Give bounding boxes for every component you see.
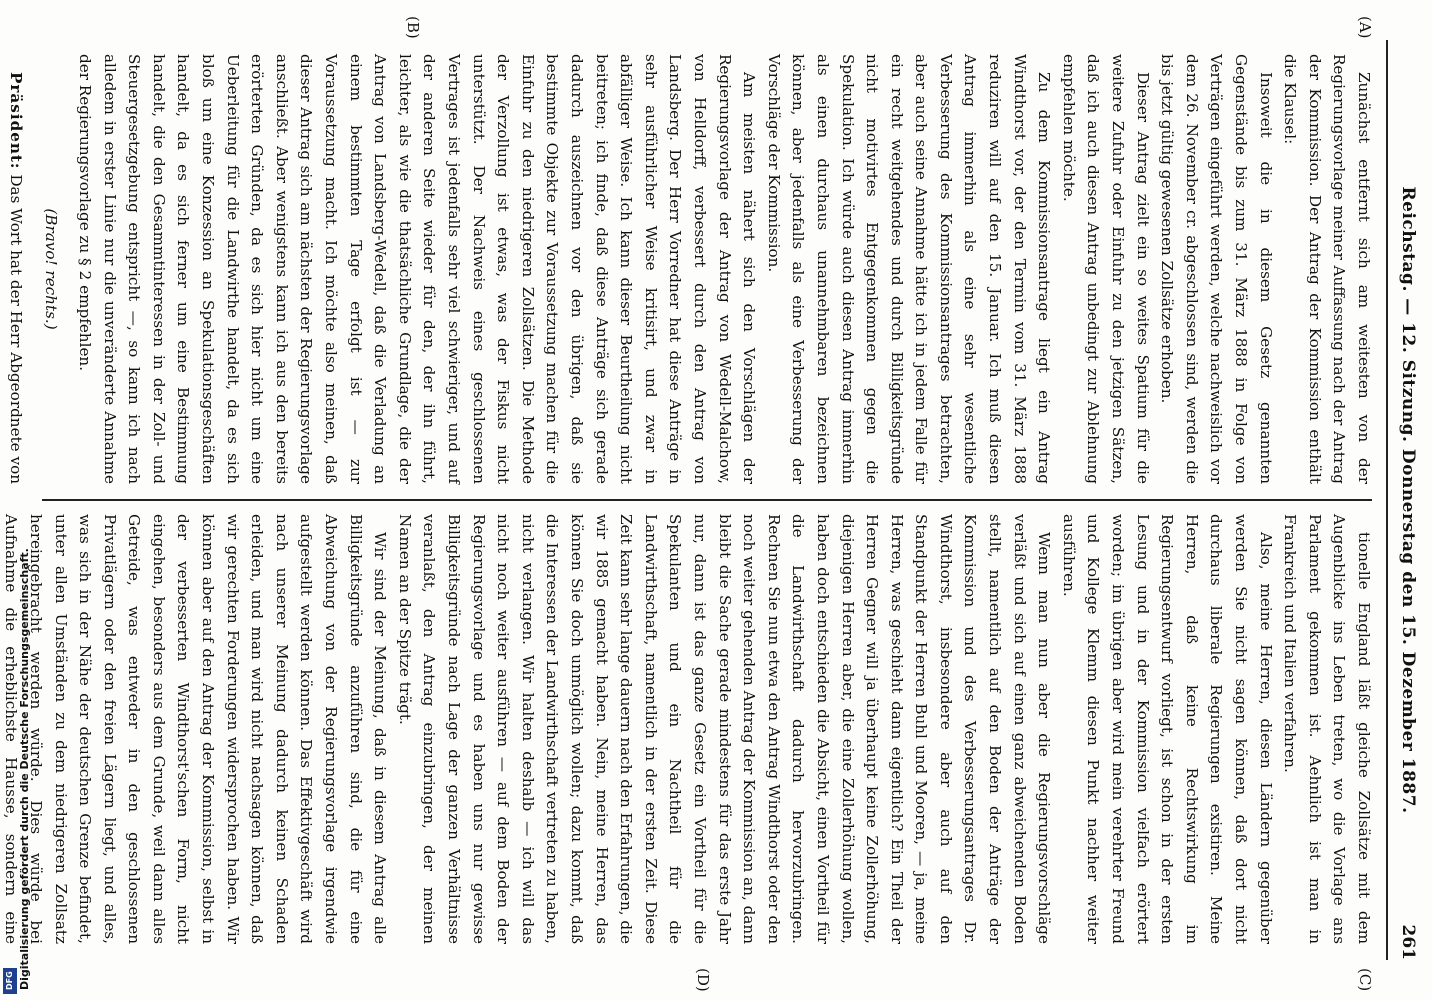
paragraph-quote: Insoweit die in diesem Gesetz genannten Gegenstände bis zum 31. März 1888 in Folge von Verträgen eingeführt werden, welche nachweislich vor dem 26. November cr. abgeschlossen sind, werden die bis jetzt gültig gewesenen Zollsätze erhoben. [1158, 54, 1275, 484]
column-divider [42, 499, 1372, 501]
paragraph: Am meisten nähert sich den Vorschlägen der Regierungsvorlage der Antrag von Wedell-Malchow, von Helldorff, verbessert durch den Antrag von Landsberg. Der Herr Vorredner hat diese Anträge in sehr ausführlicher Weise kritisirt, und zwar in abfälliger Weise. Ich kann dieser Beurtheilung nicht beitreten; ich finde, daß diese Anträge sich gerade dadurch auszeichnen vor den übrigen, daß sie bestimmte Objekte zur Voraussetzung machen für die Einfuhr zu den niedrigeren Zollsätzen. Die Methode der Verzollung ist etwas, was der Fiskus nicht unterstützt. Der Nachweis eines geschlossenen Vertrages ist jedenfalls sehr viel schwieriger, und auf der anderen Seite wieder für den, der ihn führt, leichter, als wie die thatsächliche Grundlage, die der Antrag von Landsberg-Wedell, daß die Verladung an einem bestimmten Tage erfolgt ist — zur Voraussetzung macht. Ich möchte also meinen, daß dieser Antrag sich am nächsten der Regierungsvorlage anschließt. Aber wenigstens kann ich aus den bereits erörterten Gründen, da es sich hier nicht um eine Ueberleitung für die Landwirthe handelt, da es sich bloß um eine Konzession an Spekulationsgeschäften handelt, da es sich ferner um eine Bestimmung handelt, die den Gesammtinteressen in der Zoll- und Steuergesetzgebung entspricht —, so kann ich nach alledem in erster Linie nur die unveränderte Annahme der Regierungsvorlage zu § 2 empfehlen. [76, 54, 759, 484]
applause-note: (Bravo! rechts.) [41, 208, 60, 330]
margin-mark-c: (C) [1356, 968, 1374, 992]
paragraph: Wir sind der Meinung, daß in diesem Antrag alle Billigkeitsgründe anzuführen sind, die für eine Abweichung von der Regierungsvorlage irgendwie aufgestellt werden können. Das Effektivgeschäft wird nach unserer Meinung dadurch keinen Schaden erleiden, und man wird nicht nachsagen können, daß wir gerechten Forderungen widersprochen haben. Wir können aber auf den Antrag der Kommission, selbst in der verbesserten Windthorst'schen Form, nicht eingehen, besonders aus dem Grunde, weil dann alles Getreide, was entweder in den geschlossenen Privatlägern oder den freien Lägern liegt, und alles, was sich in der Nähe der deutschen Grenze befindet, unter allen Umständen zu dem niedrigeren Zollsatz hereingebracht werden würde. Dies würde bei Aufnahme die erheblichste Hausse, sondern eine [2, 514, 390, 944]
margin-mark-b: (B) [404, 16, 422, 39]
page-header [1388, 40, 1418, 960]
header-rule [1386, 40, 1388, 960]
credit-text: Digitalisierung gefördert durch die Deutsche Forschungsgemeinschaft. [18, 548, 31, 990]
page-title: Reichstag. — 12. Sitzung. Donnerstag den 15. Dezember 1887. [1398, 186, 1418, 814]
paragraph: Dieser Antrag zielt ein so weites Spatium für die weitere Zufuhr oder Einfuhr zu den jetzigen Sätzen, daß ich auch diesen Antrag unbedingt zur Ablehnung empfehlen möchte. [1059, 54, 1152, 484]
president-text: Das Wort hat der Herr Abgeordnete von [6, 174, 25, 484]
digitization-credit [2, 0, 31, 1000]
dfg-logo-badge: DFG [3, 968, 17, 994]
margin-mark-d: (D) [694, 968, 712, 992]
paragraph: Also, meine Herren, diesen Ländern gegenüber werden Sie nicht sagen können, daß dort nicht durchaus liberale Regierungen existiren. Meine Herren, daß keine Rechtswirkung im Regierungsentwurf vorliegt, ist schon in der ersten Lesung und in der Kommission vielfach erörtert worden; im übrigen aber wird mein verehrter Freund und Kollege Klemm diesen Punkt nachher weiter ausführen. [1059, 514, 1275, 944]
margin-mark-a: (A) [1356, 16, 1374, 39]
paragraph: Zunächst entfernt sich am weitesten von der Regierungsvorlage meiner Auffassung nach der Antrag der Kommission. Der Antrag der Kommission enthält die Klausel: [1281, 54, 1373, 484]
paragraph: Wenn man nun aber die Regierungsvorschläge verläßt und sich auf einen ganz abweichenden Boden stellt, namentlich auf den Boden der Anträge der Kommission und des Verbesserungsantrages Dr. Windthorst, insbesondere aber auch auf den Standpunkt der Herren Buhl und Mooren, — ja, meine Herren, was geschieht dann eigentlich? Ein Theil der Herren Gegner will ja überhaupt keine Zollerhöhung, diejenigen Herren aber, die eine Zollerhöhung wollen, haben doch entschieden die Absicht, einen Vortheil für die Landwirthschaft dadurch hervorzubringen. Rechnen Sie nun etwa den Antrag Windthorst oder den noch weiter gehenden Antrag der Kommission an, dann bleibt die Sache gerade mindestens für das erste Jahr nur, dann ist das ganze Gesetz ein Vortheil für die Spekulanten und ein Nachtheil für die Landwirthschaft, namentlich in der ersten Zeit. Diese Zeit kann sehr lange dauern nach den Erfahrungen, die wir 1885 gemacht haben. Nein, meine Herren, das können Sie doch unmöglich wollen; dazu kommt, daß die Interessen der Landwirthschaft vertreten zu haben, nicht verlangen. Wir halten deshalb — ich will das nicht noch weiter ausführen — auf dem Boden der Regierungsvorlage und es haben uns nur gewisse Billigkeitsgründe nach Lage der ganzen Verhältnisse veranlaßt, den Antrag einzubringen, der meinen Namen an der Spitze trägt. [395, 514, 1054, 944]
paragraph: Zu dem Kommissionsantrage liegt ein Antrag Windthorst vor, der den Termin vom 31. März 1888 reduziren will auf den 15. Januar. Ich muß diesen Antrag immerhin als eine sehr wesentliche Verbesserung des Kommissionsantrages betrachten, aber auch seine Annahme hätte ich in jedem Falle für ein recht weitgehendes und durch Billigkeitsgründe nicht motivirtes Entgegenkommen gegen die Spekulation. Ich würde auch diesen Antrag immerhin als einen durchaus unannehmbaren bezeichnen können, aber jedenfalls als eine Verbesserung der Vorschläge der Kommission. [764, 54, 1054, 484]
paragraph: tionelle England läßt gleiche Zollsätze mit dem Augenblicke ins Leben treten, wo die Vorlage ans Parlament gekommen ist. Aehnlich ist man in Frankreich und Italien verfahren. [1281, 514, 1373, 944]
left-text-column [6, 54, 1376, 484]
page-number: 261 [1398, 924, 1418, 960]
speaker-president: Präsident: [6, 72, 25, 170]
